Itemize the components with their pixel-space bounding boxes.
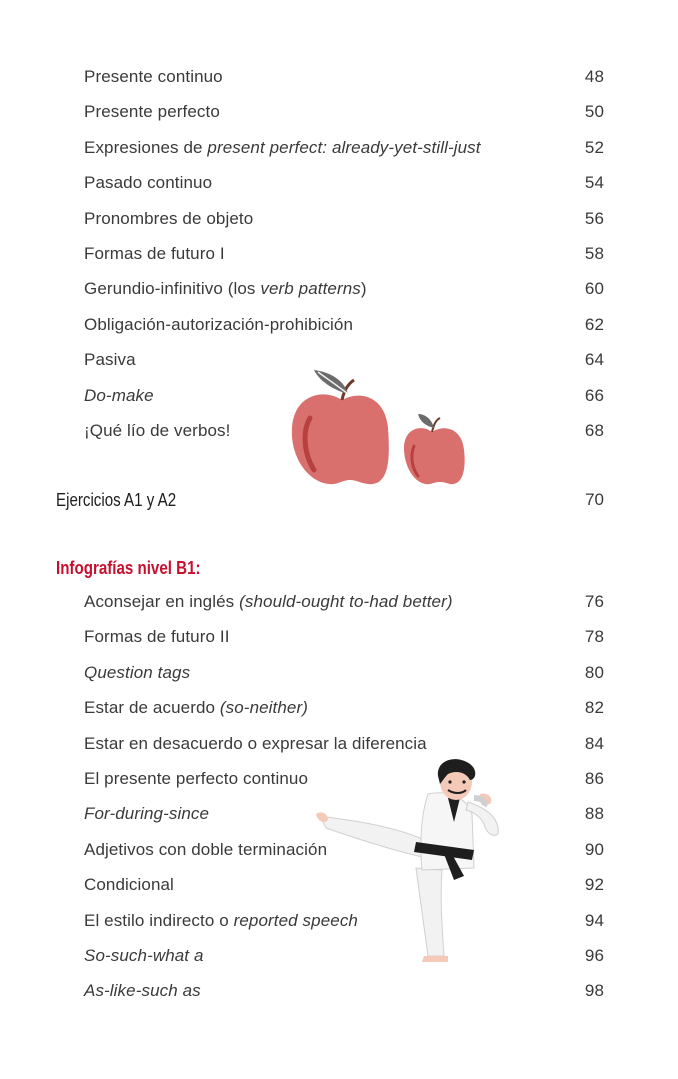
toc-entry-title-part: As-like-such as (84, 981, 201, 1001)
toc-row-a-4[interactable] (84, 204, 604, 234)
toc-entry-title-part: Pasado continuo (84, 173, 213, 193)
toc-entry-title (84, 875, 174, 895)
toc-entry-page-number: 56 (584, 208, 604, 228)
toc-entry-title (84, 315, 353, 335)
toc-entry-title-part: Aconsejar en inglés (84, 592, 240, 611)
toc-entry-title-part: Presente continuo (84, 67, 223, 86)
toc-row-b-0[interactable] (84, 587, 604, 617)
toc-entry-title (84, 350, 136, 370)
toc-entry-page-number: 92 (584, 875, 604, 895)
toc-entry-title-part: ¡Qué lío de verbos! (84, 421, 231, 440)
toc-row-b-11[interactable] (84, 976, 604, 1006)
toc-row-a-7[interactable] (84, 310, 604, 340)
toc-row-a-3[interactable] (84, 168, 604, 198)
toc-entry-page-number: 54 (584, 173, 604, 193)
toc-entry-title (84, 386, 154, 406)
toc-entry-page-number: 58 (584, 244, 604, 263)
toc-entry-title-part: (so-neither) (219, 698, 309, 718)
toc-entry-page-number: 80 (584, 662, 604, 682)
toc-entry-page-number: 48 (584, 67, 604, 86)
toc-entry-title (84, 663, 190, 683)
toc-entry-page-number: 62 (584, 314, 604, 334)
exercises-page: 70 (585, 490, 604, 509)
toc-entry-title-part: Adjetivos con doble terminación (84, 839, 328, 859)
toc-entry-title (84, 173, 212, 193)
toc-entry-page-number: 76 (584, 592, 604, 611)
toc-entry-title-part: For-during-since (84, 804, 210, 824)
toc-row-b-1[interactable] (84, 622, 604, 652)
toc-entry-title-part: Presente perfecto (84, 102, 220, 122)
toc-entry-title-part: Formas de futuro II (84, 627, 230, 647)
toc-entry-title (84, 981, 201, 1001)
toc-entry-page-number: 68 (584, 421, 604, 440)
toc-entry-title-part: ) (360, 279, 367, 299)
toc-entry-page-number: 96 (584, 946, 604, 965)
toc-entry-title-part: Estar de acuerdo (84, 698, 220, 718)
toc-row-a-5[interactable] (84, 239, 604, 269)
toc-entry-title (84, 804, 209, 824)
toc-entry-title-part: present perfect: already-yet-still-just (207, 137, 481, 157)
toc-entry-page-number: 64 (584, 350, 604, 370)
toc-row-b-3[interactable] (84, 693, 604, 723)
toc-row-b-2[interactable] (84, 658, 604, 688)
toc-entry-title (84, 279, 367, 299)
toc-entry-title-part: Pasiva (84, 350, 136, 370)
toc-entry-title-part: Estar en desacuerdo o expresar la diferencia (84, 733, 427, 753)
toc-row-a-2[interactable] (84, 133, 604, 163)
toc-entry-title-part: Question tags (84, 662, 191, 682)
toc-entry-page-number: 88 (584, 804, 604, 824)
toc-entry-page-number: 84 (584, 733, 604, 753)
toc-entry-title-part: verb patterns (260, 279, 361, 299)
toc-entry-title-part: So-such-what a (84, 946, 204, 965)
toc-entry-title-part: reported speech (233, 910, 358, 930)
toc-entry-title-part: El presente perfecto continuo (84, 769, 309, 788)
toc-entry-title (84, 592, 453, 612)
toc-entry-page-number: 50 (584, 102, 604, 122)
toc-entry-page-number: 82 (584, 698, 604, 718)
toc-entry-title (84, 138, 481, 158)
toc-entry-title-part: Gerundio-infinitivo (los (84, 279, 261, 299)
exercises-title: Ejercicios A1 y A2 (56, 489, 177, 510)
toc-entry-page-number: 86 (584, 769, 604, 788)
toc-entry-title (84, 840, 327, 860)
toc-entry-title (84, 627, 230, 647)
toc-entry-page-number: 60 (584, 279, 604, 299)
toc-entry-title (84, 734, 427, 754)
toc-entry-page-number: 66 (584, 385, 604, 405)
toc-entry-page-number: 78 (584, 627, 604, 647)
toc-entry-title (84, 769, 308, 789)
toc-row-a-1[interactable] (84, 97, 604, 127)
toc-entry-title (84, 946, 204, 966)
toc-entry-title-part: (should-ought to-had better) (239, 592, 453, 611)
toc-entry-title-part: Expresiones de (84, 137, 208, 157)
karate-figure-icon (316, 758, 516, 966)
toc-entry-title-part: Pronombres de objeto (84, 208, 254, 228)
toc-entry-title-part: Formas de futuro I (84, 244, 225, 263)
toc-entry-page-number: 98 (584, 981, 604, 1001)
toc-entry-title (84, 67, 223, 87)
toc-entry-title (84, 209, 253, 229)
section-heading-b1: Infografías nivel B1: (56, 557, 201, 578)
toc-entry-title (84, 102, 220, 122)
toc-entry-title (84, 421, 230, 441)
toc-entry-page-number: 94 (584, 910, 604, 930)
toc-entry-title (84, 698, 308, 718)
toc-row-a-0[interactable] (84, 62, 604, 92)
apple-icon (284, 366, 474, 490)
toc-entry-title (84, 244, 225, 264)
toc-entry-title-part: Condicional (84, 875, 174, 895)
toc-entry-page-number: 90 (584, 839, 604, 859)
toc-row-b-4[interactable] (84, 729, 604, 759)
toc-entry-title-part: Do-make (84, 385, 154, 405)
toc-entry-title-part: El estilo indirecto o (84, 910, 234, 930)
toc-entry-page-number: 52 (584, 137, 604, 157)
toc-entry-title-part: Obligación-autorización-prohibición (84, 314, 354, 334)
toc-row-a-6[interactable] (84, 274, 604, 304)
